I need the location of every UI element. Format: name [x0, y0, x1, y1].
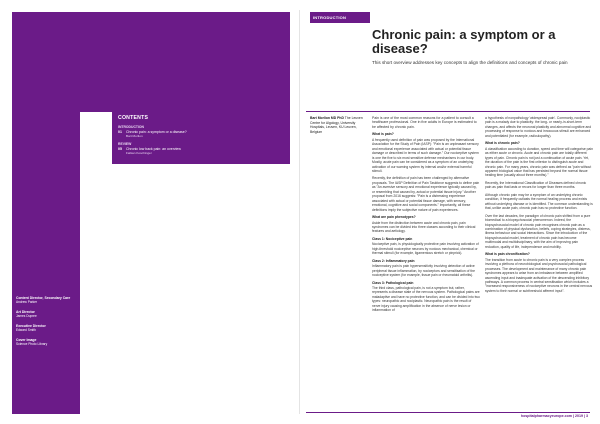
author-box	[310, 116, 366, 134]
section-heading: What are pain phenotypes?	[372, 215, 416, 220]
toc-title: Chronic pain: a symptom or a disease?	[126, 130, 187, 134]
toc-page-number: 05	[118, 147, 122, 151]
paragraph: A classification according to duration, speed and time will categorise pain as either acute or chronic. Acute and chronic pain are totally different types of pain. Chronic pain is not just a continuation of acute pain. Yet, the duration of the pain is the first criterion to distinguish acute and chronic pain. For many years, chronic pain was defined as "pain without apparent biological value that has persisted beyond the normal tissue healing time (usually about three months)."	[485, 146, 593, 178]
paragraph: Although chronic pain may be a symptom of an underlying chronic condition, it frequently outlasts the normal healing process and exists without underlying disease or is identified. The common understanding is that, unlike acute pain, chronic pain has no protective function.	[485, 192, 593, 211]
credits-block	[16, 296, 76, 352]
contents-panel	[112, 112, 290, 164]
paragraph: Nociceptive pain, is physiologically protective pain involving activation of high-threshold nociceptive neurons by noxious mechanical, chemical or thermal stimuli (for example, ligamentous stretch or pinprick).	[372, 242, 479, 256]
purple-header-block	[12, 12, 290, 112]
credit-item	[16, 296, 76, 304]
article-lead: Pain is one of the most common reasons for a patient to consult a healthcare professional. One in five adults in Europe is estimated to be affected by chronic pain.	[372, 116, 477, 129]
article-title: Chronic pain: a symptom or a disease?	[372, 27, 556, 56]
page-gutter	[299, 10, 300, 414]
section-heading: Class 3: Pathological pain	[372, 280, 414, 285]
paragraph: a hypothesis of nonpathology 'widespread pain'. Commonly, nociplastic pain is a malady due to plasticity: the long- or nearly-in-short-term changes, and affects the neuronal plasticity and abnormal cognitive and processing of response to noxious and innocuous stimuli are enhanced and potentiated (for example, radiculopathy).	[485, 116, 592, 138]
page-footer[interactable]: hospitalpharmacyeurope.com | 2019 | 3	[520, 414, 588, 418]
section-heading: What is chronic pain?	[485, 141, 520, 146]
section-tag	[310, 12, 370, 23]
section-tag-label: INTRODUCTION	[313, 15, 347, 20]
author-affiliation: The Leuven Centre for Algology, University Hospitals, Leuven, KU Leuven, Belgium	[310, 116, 363, 134]
article-standfirst: This short overview addresses key concepts to align the definitions and concepts of chronic pain	[372, 60, 568, 65]
toc-page-number: 01	[118, 130, 122, 134]
contents-heading: CONTENTS	[118, 115, 149, 121]
paragraph: The third class, pathological pain, is not a symptom but, rather, represents a disease state of the nervous system. Pathological pains are maladaptive and have no protective function, and can be divided into two types: neuropathic and nociplastic. Neuropathic pain is the result of nerve injury causing amplification in the absence of nerve lesion or inflammation of	[372, 285, 480, 313]
toc-section-label: REVIEW	[118, 142, 132, 146]
toc-entry[interactable]	[118, 147, 286, 155]
credit-label: Art Director	[16, 310, 35, 314]
section-heading: What is pain?	[372, 132, 394, 137]
credit-value: Andrew Parker	[16, 300, 38, 304]
paragraph: Over the last decades, the paradigm of chronic pain shifted from a pure biomedical to a biopsychosocial phenomenon. Indeed, the biopsychosocial model of chronic pain recognises chronic pain as a combination of physical dysfunction, beliefs, coping strategies, distress, illness behaviour and social interactions. Since the introduction of the biopsychosocial model, treatment of chronic pain has become multimodal and multidisciplinary, with the aim of improving pain reduction, quality of life, independence and mobility.	[485, 213, 591, 249]
body-divider	[306, 111, 590, 112]
toc-section-label: INTRODUCTION	[118, 125, 144, 129]
purple-side-strip	[12, 112, 80, 414]
article-column-1	[372, 116, 480, 316]
section-heading: What is pain chronification?	[485, 252, 530, 257]
toc-author: Fabian Koschinger	[126, 151, 152, 155]
toc-author: Bart Morlion	[126, 134, 143, 138]
credit-label: Executive Director	[16, 324, 46, 328]
credit-value: James Dupree	[16, 314, 37, 318]
paragraph: The transition from acute to chronic pain is a very complex process involving a plethora of neurobiological and psychosocial pathological processes. The development and maintenance of many chronic pain syndromes appears to arise from an imbalance between amplified ascending input and inadequate activation of the descending inhibitory pathways. A common process in central sensitisation which includes a "increased responsiveness of nociceptive neurons in the central nervous system to their normal or subthreshold afferent input".	[485, 257, 593, 293]
paragraph: A frequently used definition of pain was proposed by the International Association for the Study of Pain (IASP): "Pain is an unpleasant sensory and emotional experience associated with actual or potential tissue damage or described in terms of such damage." Our nociceptive system is one the five to six most sensitive defense mechanisms in our body. Mostly, acute pain can be considered as a symptom of an underlying activation of our warning system by internal and/or external harmful stimuli.	[372, 137, 479, 173]
paragraph: Recently, the International Classification of Diseases defined chronic pain as pain that lasts or recurs for longer than three months.	[485, 180, 587, 190]
paragraph: Aside from the distinction between acute and chronic pain, pain syndromes can be divided into three classes according to their clinical features and aetiology.	[372, 220, 476, 234]
footer-divider	[306, 412, 590, 413]
credit-item	[16, 324, 76, 332]
credit-value: Science Photo Library	[16, 342, 48, 346]
section-heading: Class 2: Inflammatory pain	[372, 258, 415, 263]
credit-item	[16, 310, 76, 318]
toc-title: Chronic low back pain: an overview	[126, 147, 181, 151]
author-name: Bart Morlion MD PhD	[310, 116, 344, 120]
article-column-2	[485, 116, 593, 296]
paragraph: Inflammatory pain is pain hypersensitivity involving detection of active peripheral tissue inflammation, by nociceptors and sensitisation of the nociceptive system (for example, tissue pain or rheumatoid arthritis).	[372, 264, 475, 278]
toc-entry[interactable]	[118, 130, 286, 138]
credit-label: Content Director, Secondary Care	[16, 296, 71, 300]
section-heading: Class 1: Nociceptive pain	[372, 236, 413, 241]
credit-item	[16, 338, 76, 346]
paragraph: Recently, the definition of pain has been challenged by alternative proposals. The IASP Definition of Pain Taskforce suggests to define pain as "An aversive sensory and emotional experience typically caused by, or resembling that caused by, actual or potential tissue injury." Another proposal from 2016 suggests: "Pain is a distressing experience associated with actual or potential tissue damage, with sensory, emotional, cognitive and social components." Importantly, all these definitions imply the subjective nature of pain experiences.	[372, 176, 480, 212]
credit-label: Cover Image	[16, 338, 37, 342]
credit-value: Edward Smith	[16, 328, 36, 332]
